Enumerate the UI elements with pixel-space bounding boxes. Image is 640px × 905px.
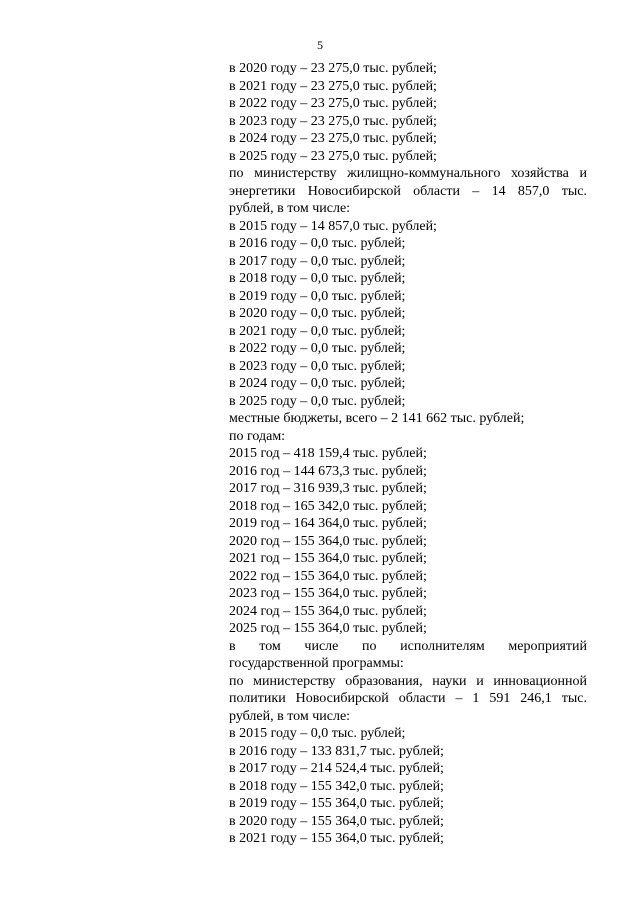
text-line: в том числе по исполнителям мероприятий: [229, 638, 587, 654]
text-line: в 2017 году – 214 524,4 тыс. рублей;: [229, 761, 444, 776]
text-line: в 2017 году – 0,0 тыс. рублей;: [229, 253, 406, 269]
text-line: политики Новосибирской области – 1 591 246,1 тыс.: [229, 691, 587, 706]
text-line: в 2015 году – 14 857,0 тыс. рублей;: [229, 218, 437, 234]
text-line: 2025 год – 155 364,0 тыс. рублей;: [229, 621, 427, 636]
page-number: 5: [317, 38, 323, 52]
text-line: рублей, в том числе:: [229, 201, 351, 216]
text-line: в 2022 году – 23 275,0 тыс. рублей;: [229, 96, 437, 111]
text-line: в 2021 году – 155 364,0 тыс. рублей;: [229, 831, 444, 846]
text-line: в 2020 году – 155 364,0 тыс. рублей;: [229, 813, 444, 829]
text-line: в 2022 году – 0,0 тыс. рублей;: [229, 341, 406, 356]
text-line: по министерству жилищно-коммунального хозяйства и: [229, 166, 587, 181]
text-line: в 2021 году – 0,0 тыс. рублей;: [229, 323, 406, 339]
text-line: в 2021 году – 23 275,0 тыс. рублей;: [229, 78, 437, 94]
document-body: [229, 60, 587, 848]
text-line: в 2019 году – 0,0 тыс. рублей;: [229, 288, 406, 304]
text-line: в 2018 году – 155 342,0 тыс. рублей;: [229, 778, 444, 794]
text-line: в 2016 году – 0,0 тыс. рублей;: [229, 236, 406, 251]
text-line: в 2016 году – 133 831,7 тыс. рублей;: [229, 743, 444, 759]
text-line: государственной программы:: [229, 656, 404, 671]
text-line: в 2025 году – 23 275,0 тыс. рублей;: [229, 148, 437, 164]
text-line: 2016 год – 144 673,3 тыс. рублей;: [229, 463, 427, 479]
text-line: в 2024 году – 23 275,0 тыс. рублей;: [229, 131, 437, 146]
text-line: 2020 год – 155 364,0 тыс. рублей;: [229, 533, 427, 549]
text-line: в 2019 году – 155 364,0 тыс. рублей;: [229, 796, 444, 811]
text-line: 2019 год – 164 364,0 тыс. рублей;: [229, 516, 427, 531]
text-line: местные бюджеты, всего – 2 141 662 тыс. рублей;: [229, 411, 525, 426]
text-line: рублей, в том числе:: [229, 708, 351, 724]
text-line: по министерству образования, науки и инновационной: [229, 673, 587, 689]
text-line: 2015 год – 418 159,4 тыс. рублей;: [229, 446, 427, 461]
text-line: в 2023 году – 23 275,0 тыс. рублей;: [229, 113, 437, 129]
text-line: в 2020 году – 23 275,0 тыс. рублей;: [229, 61, 437, 76]
text-line: по годам:: [229, 428, 286, 444]
text-line: энергетики Новосибирской области – 14 857,0 тыс.: [229, 183, 587, 199]
text-line: 2024 год – 155 364,0 тыс. рублей;: [229, 603, 427, 619]
text-line: 2022 год – 155 364,0 тыс. рублей;: [229, 568, 427, 584]
text-line: 2023 год – 155 364,0 тыс. рублей;: [229, 586, 427, 601]
text-line: в 2024 году – 0,0 тыс. рублей;: [229, 376, 406, 391]
text-line: 2017 год – 316 939,3 тыс. рублей;: [229, 481, 427, 496]
text-line: в 2025 году – 0,0 тыс. рублей;: [229, 393, 406, 409]
text-line: в 2015 году – 0,0 тыс. рублей;: [229, 726, 406, 741]
text-line: 2018 год – 165 342,0 тыс. рублей;: [229, 498, 427, 514]
text-line: 2021 год – 155 364,0 тыс. рублей;: [229, 551, 427, 566]
text-line: в 2018 году – 0,0 тыс. рублей;: [229, 271, 406, 286]
text-line: в 2023 году – 0,0 тыс. рублей;: [229, 358, 406, 374]
text-line: в 2020 году – 0,0 тыс. рублей;: [229, 306, 406, 321]
